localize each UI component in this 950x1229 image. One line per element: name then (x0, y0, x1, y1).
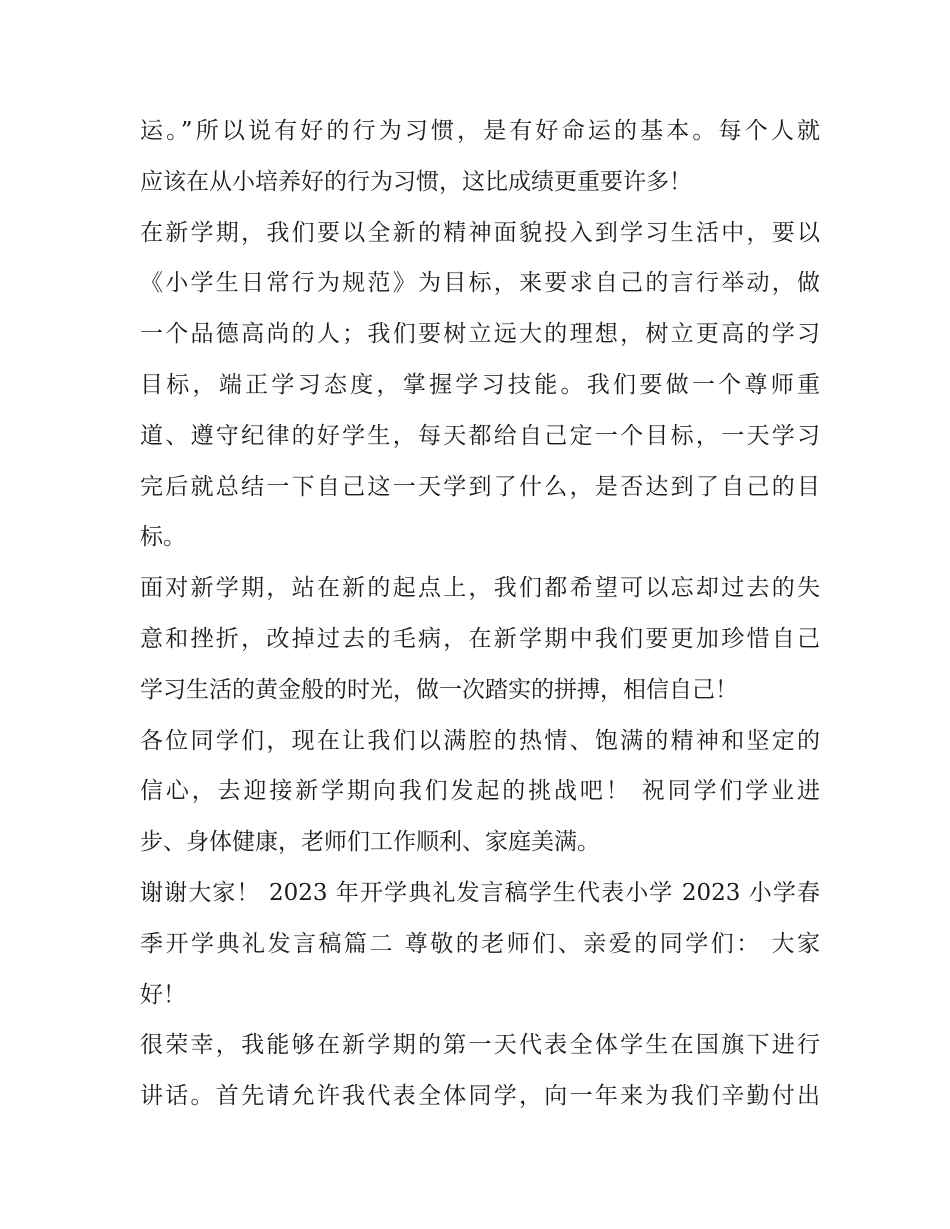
text-line: 在新学期，我们要以全新的精神面貌投入到学习生活中，要以 (140, 219, 820, 246)
body-text (140, 106, 820, 1122)
text-line: 讲话。首先请允许我代表全体同学，向一年来为我们辛勤付出 (140, 1083, 820, 1110)
text-line: 信心，去迎接新学期向我们发起的挑战吧！ 祝同学们学业进 (140, 778, 820, 805)
text-line: 运。”所以说有好的行为习惯，是有好命运的基本。每个人就 (140, 118, 820, 144)
text-line: 意和挫折，改掉过去的毛病，在新学期中我们要更加珍惜自己 (140, 625, 820, 652)
text-line: 学习生活的黄金般的时光，做一次踏实的拼搏，相信自己！ (140, 676, 738, 703)
text-line: 谢谢大家！ 2023 年开学典礼发言稿学生代表小学 2023 小学春 (140, 879, 820, 906)
text-line: 应该在从小培养好的行为习惯，这比成绩更重要许多！ (140, 168, 692, 195)
text-line: 《小学生日常行为规范》为目标，来要求自己的言行举动，做 (140, 270, 820, 297)
text-line: 好！ (140, 981, 186, 1008)
text-line: 很荣幸，我能够在新学期的第一天代表全体学生在国旗下进行 (140, 1032, 820, 1059)
text-line: 季开学典礼发言稿篇二 尊敬的老师们、亲爱的同学们： 大家 (140, 930, 820, 957)
text-line: 各位同学们，现在让我们以满腔的热情、饱满的精神和坚定的 (140, 727, 820, 754)
text-line: 步、身体健康，老师们工作顺利、家庭美满。 (140, 829, 600, 856)
text-line: 标。 (140, 524, 186, 551)
text-line: 目标，端正学习态度，掌握学习技能。我们要做一个尊师重 (140, 371, 820, 398)
text-line: 一个品德高尚的人；我们要树立远大的理想，树立更高的学习 (140, 321, 820, 348)
text-line: 道、遵守纪律的好学生，每天都给自己定一个目标，一天学习 (140, 422, 820, 449)
text-line: 面对新学期，站在新的起点上，我们都希望可以忘却过去的失 (140, 575, 820, 602)
text-line: 完后就总结一下自己这一天学到了什么，是否达到了自己的目 (140, 473, 820, 500)
